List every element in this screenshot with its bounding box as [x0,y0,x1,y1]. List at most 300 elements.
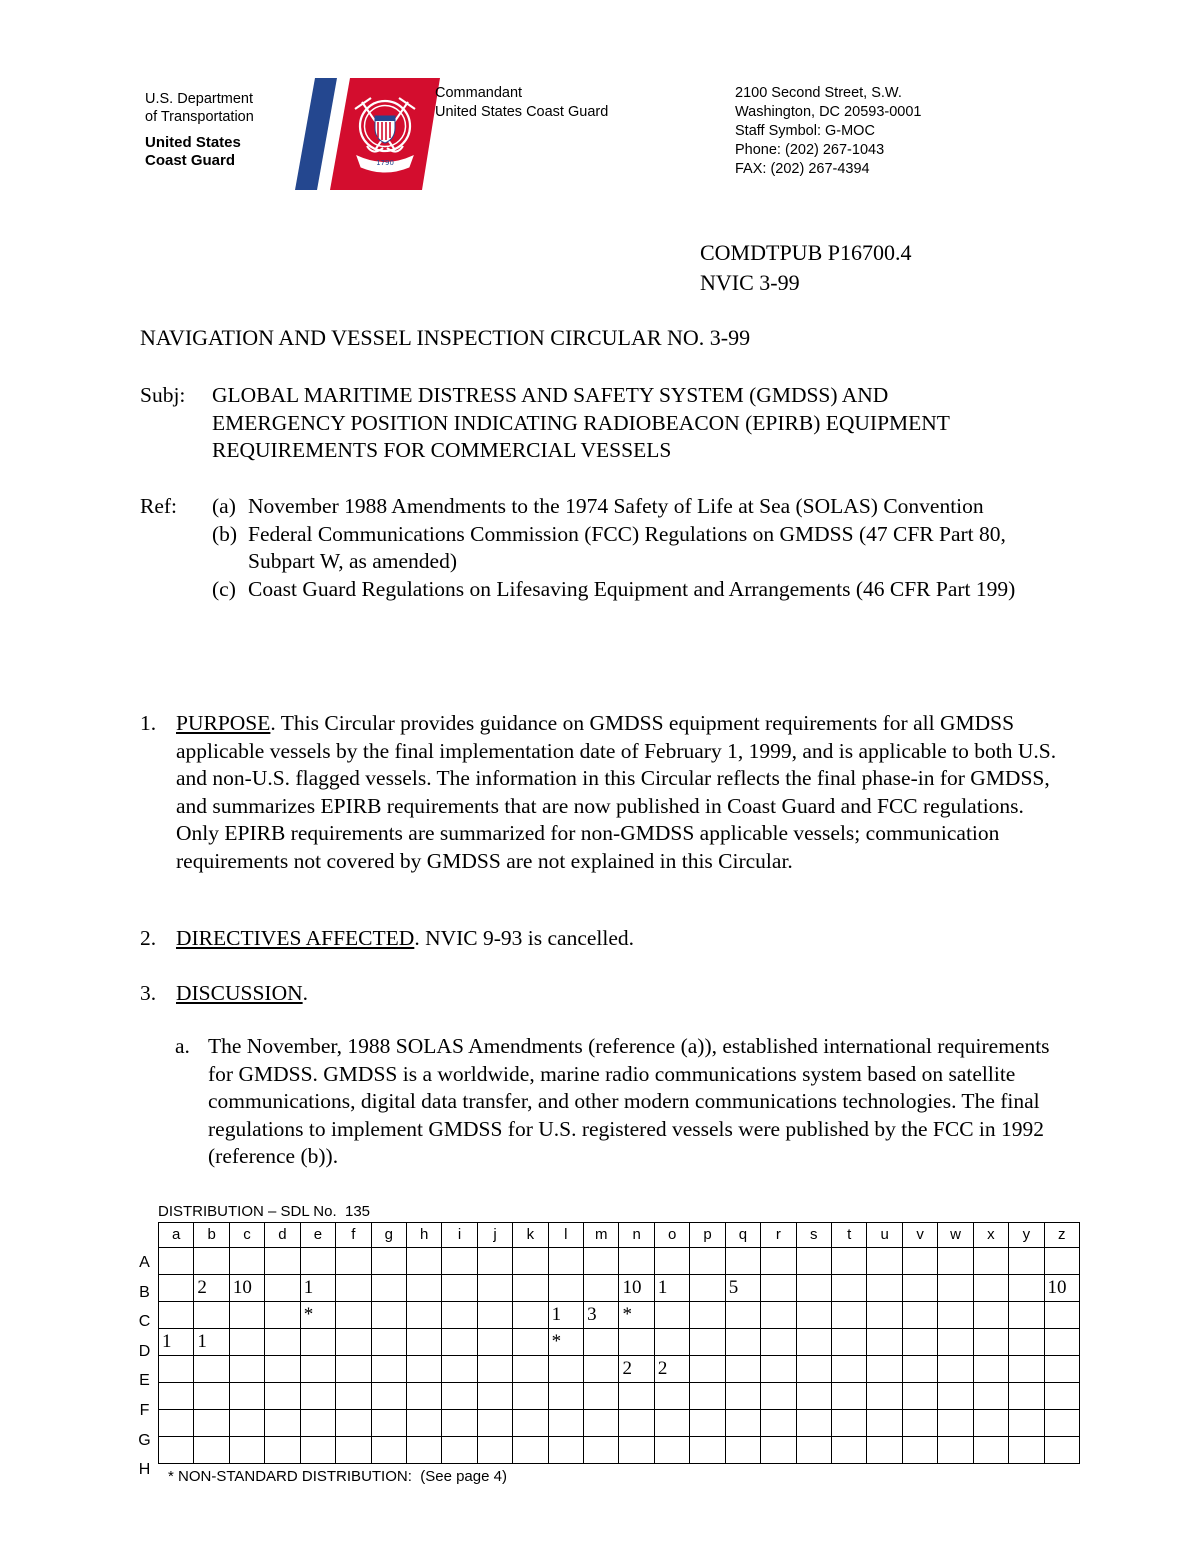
distribution-cell[interactable] [513,1410,548,1437]
distribution-cell[interactable] [336,1356,371,1383]
distribution-column-header: k [513,1223,548,1248]
reference-label: Ref: [140,494,178,518]
distribution-cell[interactable] [619,1437,654,1464]
distribution-cell[interactable] [938,1302,973,1329]
distribution-cell[interactable] [159,1275,194,1302]
paragraph-1-number: 1. [140,711,157,735]
distribution-cell[interactable] [867,1302,902,1329]
distribution-cell[interactable] [371,1383,406,1410]
distribution-cell[interactable] [584,1437,619,1464]
address-street: 2100 Second Street, S.W. [735,85,902,101]
distribution-cell[interactable]: 3 [584,1302,619,1329]
distribution-cell[interactable] [973,1437,1008,1464]
distribution-cell[interactable] [406,1302,441,1329]
subject-line-1: GLOBAL MARITIME DISTRESS AND SAFETY SYSTEM (GMDSS) AND [212,383,889,407]
distribution-block [131,1203,1081,1485]
distribution-column-header: q [725,1223,760,1248]
distribution-cell[interactable] [477,1248,512,1275]
distribution-cell[interactable] [194,1356,229,1383]
reference-text-a: November 1988 Amendments to the 1974 Safety of Life at Sea (SOLAS) Convention [248,494,984,518]
dot-line-1: U.S. Department [145,91,253,107]
distribution-cell[interactable] [902,1410,937,1437]
distribution-cell[interactable] [938,1329,973,1356]
distribution-cell[interactable] [442,1410,477,1437]
distribution-cell[interactable]: 1 [300,1275,335,1302]
distribution-cell[interactable]: 2 [619,1356,654,1383]
distribution-cell[interactable] [619,1329,654,1356]
distribution-cell[interactable]: 5 [725,1275,760,1302]
distribution-cell[interactable] [619,1410,654,1437]
distribution-cell[interactable] [1009,1410,1044,1437]
subparagraph-3a-number: a. [175,1034,190,1058]
distribution-cell[interactable] [690,1437,725,1464]
comdtpub-number: COMDTPUB P16700.4 [700,240,912,265]
distribution-cell[interactable] [477,1437,512,1464]
distribution-cell[interactable] [548,1383,583,1410]
distribution-cell[interactable] [1044,1302,1079,1329]
distribution-cell[interactable] [513,1383,548,1410]
distribution-cell[interactable] [654,1437,689,1464]
distribution-cell[interactable] [902,1329,937,1356]
distribution-cell[interactable] [1009,1248,1044,1275]
distribution-cell[interactable] [867,1329,902,1356]
distribution-cell[interactable] [761,1356,796,1383]
distribution-cell[interactable] [548,1356,583,1383]
distribution-cell[interactable]: 10 [229,1275,264,1302]
distribution-cell[interactable] [761,1302,796,1329]
seal-year-text: 1790 [376,159,394,167]
distribution-cell[interactable] [336,1437,371,1464]
distribution-cell[interactable] [336,1329,371,1356]
distribution-cell[interactable] [725,1248,760,1275]
distribution-cell[interactable]: * [619,1302,654,1329]
paragraph-2-number: 2. [140,926,157,950]
distribution-cell[interactable] [336,1383,371,1410]
distribution-cell[interactable] [371,1410,406,1437]
distribution-cell[interactable] [867,1410,902,1437]
distribution-cell[interactable] [300,1410,335,1437]
distribution-cell[interactable] [442,1437,477,1464]
distribution-cell[interactable] [336,1302,371,1329]
distribution-cell[interactable] [725,1410,760,1437]
distribution-cell[interactable] [796,1356,831,1383]
subject-label: Subj: [140,383,186,407]
distribution-cell[interactable] [761,1437,796,1464]
distribution-cell[interactable]: 10 [619,1275,654,1302]
distribution-cell[interactable] [300,1437,335,1464]
distribution-column-header: g [371,1223,406,1248]
distribution-column-header: u [867,1223,902,1248]
address-staff-symbol: Staff Symbol: G-MOC [735,123,875,139]
commandant-block [435,84,608,122]
distribution-table [158,1222,1080,1464]
distribution-cell[interactable] [159,1302,194,1329]
distribution-cell[interactable] [938,1437,973,1464]
logo-blue-stripe [295,78,337,190]
distribution-cell[interactable] [194,1437,229,1464]
distribution-cell[interactable] [1009,1437,1044,1464]
distribution-cell[interactable] [654,1329,689,1356]
paragraph-3-text: . [302,981,309,1005]
distribution-cell[interactable] [796,1437,831,1464]
distribution-cell[interactable] [973,1275,1008,1302]
distribution-cell[interactable]: 1 [194,1329,229,1356]
paragraph-1-text: . This Circular provides guidance on GMDSS equipment requirements for all GMDSS applicable vessels by the final implementation date of February 1, 1999, and is applicable to both U.S. and non-U.S. flagged vessels. The information in this Circular reflects the final phase-in for GMDSS, and summarizes EPIRB requirements that are now published in Coast Guard and FCC regulations. Only EPIRB requirements are summarized for non-GMDSS applicable vessels; communication requirements not covered by GMDSS are not explained in this Circular. [176,711,1057,873]
distribution-cell[interactable] [371,1437,406,1464]
distribution-cell[interactable] [832,1329,867,1356]
dot-line-3: United States [145,134,241,151]
distribution-cell[interactable] [725,1329,760,1356]
distribution-cell[interactable] [194,1410,229,1437]
distribution-cell[interactable] [265,1248,300,1275]
distribution-cell[interactable] [336,1248,371,1275]
distribution-cell[interactable] [229,1329,264,1356]
distribution-cell[interactable] [548,1275,583,1302]
distribution-cell[interactable] [867,1383,902,1410]
distribution-cell[interactable] [690,1275,725,1302]
distribution-cell[interactable] [584,1356,619,1383]
paragraph-2-text: . NVIC 9-93 is cancelled. [414,926,635,950]
distribution-column-header: h [406,1223,441,1248]
distribution-cell[interactable] [336,1275,371,1302]
distribution-cell[interactable] [902,1275,937,1302]
distribution-row [159,1410,1080,1437]
distribution-cell[interactable] [973,1302,1008,1329]
paragraph-3-heading: DISCUSSION [176,981,303,1005]
distribution-cell[interactable] [229,1383,264,1410]
dot-line-4: Coast Guard [145,152,236,169]
reference-marker-a: (a) [212,494,236,518]
distribution-cell[interactable] [371,1329,406,1356]
distribution-cell[interactable] [902,1302,937,1329]
address-phone: Phone: (202) 267-1043 [735,142,885,158]
reference-item [212,493,1052,521]
distribution-cell[interactable] [761,1275,796,1302]
distribution-cell[interactable] [159,1437,194,1464]
distribution-footnote: * NON-STANDARD DISTRIBUTION: (See page 4) [168,1468,507,1485]
distribution-cell[interactable] [194,1302,229,1329]
distribution-cell[interactable] [229,1437,264,1464]
distribution-cell[interactable] [654,1383,689,1410]
distribution-cell[interactable] [867,1437,902,1464]
distribution-cell[interactable] [584,1383,619,1410]
distribution-cell[interactable] [477,1329,512,1356]
distribution-row-label: H [138,1461,151,1479]
distribution-cell[interactable] [938,1383,973,1410]
distribution-cell[interactable] [832,1437,867,1464]
distribution-cell[interactable] [513,1248,548,1275]
distribution-cell[interactable] [761,1383,796,1410]
circular-title: NAVIGATION AND VESSEL INSPECTION CIRCULAR NO. 3-99 [140,325,751,350]
dot-agency-block [145,90,295,170]
distribution-cell[interactable] [1044,1383,1079,1410]
distribution-cell[interactable] [973,1383,1008,1410]
distribution-column-header: v [902,1223,937,1248]
paragraph-purpose [140,710,1060,875]
distribution-cell[interactable] [229,1302,264,1329]
distribution-cell[interactable] [1044,1437,1079,1464]
distribution-cell[interactable] [371,1248,406,1275]
distribution-column-header: s [796,1223,831,1248]
distribution-cell[interactable] [300,1383,335,1410]
distribution-cell[interactable] [725,1302,760,1329]
distribution-cell[interactable] [406,1275,441,1302]
paragraph-1-body [176,710,1060,875]
distribution-cell[interactable] [513,1356,548,1383]
distribution-cell[interactable]: 1 [159,1329,194,1356]
distribution-cell[interactable] [371,1356,406,1383]
paragraph-2-body [176,925,1060,953]
distribution-cell[interactable] [229,1356,264,1383]
distribution-cell[interactable] [832,1356,867,1383]
distribution-cell[interactable] [832,1275,867,1302]
distribution-cell[interactable] [938,1356,973,1383]
distribution-cell[interactable] [1009,1275,1044,1302]
address-city-state-zip: Washington, DC 20593-0001 [735,104,922,120]
distribution-cell[interactable] [796,1383,831,1410]
distribution-column-header: p [690,1223,725,1248]
address-block [735,84,921,179]
distribution-cell[interactable] [690,1410,725,1437]
distribution-cell[interactable] [442,1302,477,1329]
distribution-cell[interactable] [300,1329,335,1356]
distribution-cell[interactable] [477,1410,512,1437]
distribution-cell[interactable] [229,1248,264,1275]
distribution-cell[interactable] [584,1329,619,1356]
distribution-cell[interactable] [1009,1302,1044,1329]
distribution-title: DISTRIBUTION – SDL No. 135 [158,1203,371,1220]
distribution-cell[interactable] [796,1275,831,1302]
distribution-cell[interactable] [973,1410,1008,1437]
distribution-cell[interactable] [406,1329,441,1356]
distribution-column-header: w [938,1223,973,1248]
distribution-row [159,1275,1080,1302]
distribution-cell[interactable] [1009,1356,1044,1383]
distribution-cell[interactable] [902,1383,937,1410]
distribution-cell[interactable] [548,1437,583,1464]
distribution-cell[interactable] [1009,1383,1044,1410]
distribution-cell[interactable] [300,1248,335,1275]
distribution-cell[interactable] [477,1302,512,1329]
distribution-cell[interactable] [406,1410,441,1437]
distribution-cell[interactable] [1009,1329,1044,1356]
distribution-row-labels [131,1248,158,1485]
paragraph-3-number: 3. [140,981,157,1005]
distribution-cell[interactable] [442,1329,477,1356]
distribution-column-header: r [761,1223,796,1248]
commandant-line-2: United States Coast Guard [435,104,609,120]
distribution-row-label: F [139,1401,150,1419]
distribution-cell[interactable] [265,1383,300,1410]
distribution-cell[interactable] [973,1329,1008,1356]
distribution-cell[interactable] [513,1275,548,1302]
distribution-cell[interactable] [548,1410,583,1437]
coast-guard-racing-stripe-logo [295,78,440,190]
distribution-cell[interactable] [654,1410,689,1437]
reference-text-b: Federal Communications Commission (FCC) Regulations on GMDSS (47 CFR Part 80, Subpart W, as amended) [248,521,1006,573]
distribution-cell[interactable] [300,1356,335,1383]
distribution-column-header: j [477,1223,512,1248]
distribution-cell[interactable]: * [300,1302,335,1329]
distribution-cell[interactable] [725,1356,760,1383]
distribution-cell[interactable] [690,1248,725,1275]
distribution-cell[interactable] [477,1383,512,1410]
distribution-cell[interactable] [902,1356,937,1383]
distribution-cell[interactable] [159,1248,194,1275]
distribution-column-header: e [300,1223,335,1248]
dot-line-2: of Transportation [145,109,254,125]
distribution-row-label: A [139,1254,150,1271]
distribution-row-label: C [138,1313,151,1331]
distribution-row-label: B [139,1283,150,1301]
distribution-cell[interactable] [867,1356,902,1383]
distribution-cell[interactable] [690,1356,725,1383]
distribution-cell[interactable] [513,1437,548,1464]
paragraph-2-heading: DIRECTIVES AFFECTED [176,926,415,950]
distribution-cell[interactable] [832,1302,867,1329]
distribution-cell[interactable] [867,1248,902,1275]
distribution-column-header: d [265,1223,300,1248]
distribution-cell[interactable] [265,1437,300,1464]
distribution-cell[interactable] [1044,1356,1079,1383]
distribution-row [159,1383,1080,1410]
distribution-column-header: b [194,1223,229,1248]
distribution-cell[interactable] [584,1275,619,1302]
publication-number-block [700,238,911,298]
distribution-cell[interactable] [477,1275,512,1302]
distribution-cell[interactable] [159,1383,194,1410]
distribution-row [159,1302,1080,1329]
distribution-column-header: a [159,1223,194,1248]
distribution-cell[interactable] [442,1356,477,1383]
distribution-cell[interactable] [229,1410,264,1437]
distribution-cell[interactable] [406,1356,441,1383]
distribution-cell[interactable] [1044,1329,1079,1356]
distribution-cell[interactable] [159,1356,194,1383]
distribution-row [159,1437,1080,1464]
distribution-cell[interactable] [690,1302,725,1329]
distribution-cell[interactable] [336,1410,371,1437]
distribution-cell[interactable] [725,1383,760,1410]
distribution-column-header: m [584,1223,619,1248]
reference-marker-c: (c) [212,576,236,601]
distribution-cell[interactable] [654,1248,689,1275]
distribution-cell[interactable] [832,1248,867,1275]
distribution-column-header: y [1009,1223,1044,1248]
subject-line-2: EMERGENCY POSITION INDICATING RADIOBEACON (EPIRB) EQUIPMENT [212,410,950,435]
distribution-cell[interactable] [938,1410,973,1437]
distribution-cell[interactable] [973,1356,1008,1383]
subject-body [212,382,1042,465]
distribution-cell[interactable] [265,1356,300,1383]
paragraph-1-heading: PURPOSE [176,711,271,735]
distribution-cell[interactable] [265,1329,300,1356]
distribution-cell[interactable] [761,1248,796,1275]
subparagraph-3a-text: The November, 1988 SOLAS Amendments (reference (a)), established international requirements for GMDSS. GMDSS is a worldwide, marine radio communications system based on satellite communications, digital data transfer, and other modern communications technologies. The final regulations to implement GMDSS for U.S. registered vessels were published by the FCC in 1992 (reference (b)). [208,1034,1050,1168]
distribution-cell[interactable] [159,1410,194,1437]
distribution-cell[interactable] [796,1302,831,1329]
distribution-cell[interactable] [406,1383,441,1410]
distribution-cell[interactable] [690,1329,725,1356]
distribution-cell[interactable] [442,1248,477,1275]
distribution-cell[interactable] [902,1248,937,1275]
distribution-cell[interactable]: 2 [654,1356,689,1383]
reference-text-c: Coast Guard Regulations on Lifesaving Equipment and Arrangements (46 CFR Part 199) [248,576,1016,601]
distribution-cell[interactable] [406,1437,441,1464]
address-fax: FAX: (202) 267-4394 [735,161,870,177]
distribution-cell[interactable] [761,1410,796,1437]
distribution-cell[interactable] [584,1410,619,1437]
distribution-cell[interactable] [938,1248,973,1275]
distribution-cell[interactable] [867,1275,902,1302]
distribution-cell[interactable]: 10 [1044,1275,1079,1302]
reference-body [212,493,1052,603]
distribution-column-header: c [229,1223,264,1248]
distribution-cell[interactable] [265,1302,300,1329]
distribution-cell[interactable] [973,1248,1008,1275]
subject-line-3: REQUIREMENTS FOR COMMERCIAL VESSELS [212,438,672,462]
distribution-cell[interactable]: 2 [194,1275,229,1302]
distribution-cell[interactable] [690,1383,725,1410]
distribution-cell[interactable] [371,1275,406,1302]
reference-item [212,521,1052,576]
distribution-cell[interactable] [406,1248,441,1275]
distribution-cell[interactable] [265,1410,300,1437]
distribution-cell[interactable] [725,1437,760,1464]
distribution-column-header: n [619,1223,654,1248]
distribution-column-header: t [832,1223,867,1248]
distribution-cell[interactable] [619,1383,654,1410]
distribution-cell[interactable]: 1 [654,1275,689,1302]
distribution-cell[interactable] [761,1329,796,1356]
reference-item [212,576,1052,604]
distribution-cell[interactable] [442,1275,477,1302]
distribution-cell[interactable] [442,1383,477,1410]
distribution-cell[interactable] [619,1248,654,1275]
commandant-line-1: Commandant [435,85,523,101]
reference-marker-b: (b) [212,521,238,546]
distribution-cell[interactable] [796,1248,831,1275]
distribution-cell[interactable] [938,1275,973,1302]
distribution-cell[interactable] [1044,1248,1079,1275]
distribution-cell[interactable] [548,1248,583,1275]
distribution-cell[interactable] [265,1275,300,1302]
distribution-cell[interactable] [371,1302,406,1329]
paragraph-directives-affected [140,925,1060,953]
distribution-cell[interactable] [796,1329,831,1356]
distribution-cell[interactable] [513,1329,548,1356]
distribution-cell[interactable] [194,1383,229,1410]
distribution-cell[interactable]: * [548,1329,583,1356]
distribution-cell[interactable] [513,1302,548,1329]
distribution-cell[interactable] [477,1356,512,1383]
distribution-cell[interactable] [654,1302,689,1329]
distribution-row-label: G [138,1431,151,1449]
distribution-cell[interactable] [1044,1410,1079,1437]
distribution-cell[interactable] [194,1248,229,1275]
distribution-column-header: f [336,1223,371,1248]
distribution-cell[interactable] [832,1383,867,1410]
distribution-cell[interactable]: 1 [548,1302,583,1329]
distribution-cell[interactable] [584,1248,619,1275]
reference-block [140,493,1070,603]
paragraph-3-body [176,980,1060,1008]
distribution-cell[interactable] [902,1437,937,1464]
subject-block [140,382,1060,465]
distribution-column-header: l [548,1223,583,1248]
distribution-cell[interactable] [832,1410,867,1437]
distribution-cell[interactable] [796,1410,831,1437]
